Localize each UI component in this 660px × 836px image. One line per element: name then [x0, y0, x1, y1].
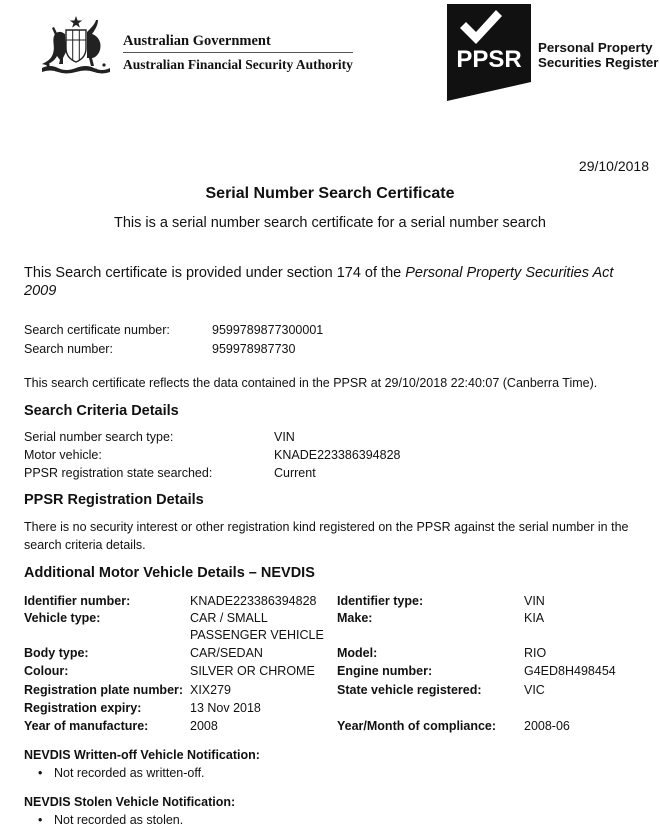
written-off-status: Not recorded as written-off. — [54, 766, 205, 780]
cert-number-value: 9599789877300001 — [212, 323, 324, 337]
nevdis-heading: Additional Motor Vehicle Details – NEVDIS — [24, 565, 315, 581]
identifier-number-value: KNADE223386394828 — [190, 594, 317, 608]
ppsr-badge-text: PPSR — [456, 46, 522, 73]
plate-label: Registration plate number: — [24, 683, 184, 697]
vehicle-type-value-line2: PASSENGER VEHICLE — [190, 628, 324, 642]
certificate-date: 29/10/2018 — [578, 158, 649, 174]
year-label: Year of manufacture: — [24, 719, 149, 733]
body-type-label: Body type: — [24, 646, 89, 660]
legal-basis-text: This Search certificate is provided under section 174 of the — [24, 265, 406, 281]
state-registered-label: State vehicle registered: — [337, 683, 482, 697]
search-type-value: VIN — [274, 430, 295, 444]
search-number-label: Search number: — [24, 342, 113, 356]
coat-of-arms-icon — [36, 14, 116, 76]
year-value: 2008 — [190, 719, 218, 733]
data-timestamp-note: This search certificate reflects the data contained in the PPSR at 29/10/2018 22:40:07 (Canberra Time). — [24, 376, 598, 390]
written-off-heading: NEVDIS Written-off Vehicle Notification: — [24, 748, 260, 762]
make-value: KIA — [524, 611, 545, 625]
engine-number-label: Engine number: — [337, 664, 433, 678]
model-label: Model: — [337, 646, 378, 660]
identifier-number-label: Identifier number: — [24, 594, 131, 608]
ppsr-logo — [447, 4, 531, 101]
make-label: Make: — [337, 611, 373, 625]
registration-text: There is no security interest or other registration kind registered on the PPSR against the serial number in the search criteria details. — [24, 520, 629, 552]
agency-name — [123, 33, 353, 73]
ppsr-name-line2: Securities Register — [538, 55, 659, 70]
stolen-heading: NEVDIS Stolen Vehicle Notification: — [24, 795, 236, 809]
colour-value: SILVER OR CHROME — [190, 664, 315, 678]
compliance-value: 2008-06 — [524, 719, 570, 733]
motor-vehicle-label: Motor vehicle: — [24, 448, 102, 462]
list-item — [38, 766, 205, 780]
state-registered-value: VIC — [524, 683, 545, 697]
list-item — [38, 813, 183, 827]
ppsr-name — [538, 40, 658, 70]
gov-line1: Australian Government — [123, 33, 271, 49]
vehicle-type-value-line1: CAR / SMALL — [190, 611, 268, 625]
plate-value: XIX279 — [190, 683, 232, 697]
legal-basis — [24, 264, 649, 300]
identifier-type-value: VIN — [524, 594, 545, 608]
colour-label: Colour: — [24, 664, 69, 678]
motor-vehicle-value: KNADE223386394828 — [274, 448, 401, 462]
registration-heading: PPSR Registration Details — [24, 492, 204, 508]
compliance-label: Year/Month of compliance: — [337, 719, 497, 733]
page-subtitle: This is a serial number search certificate for a serial number search — [114, 215, 546, 231]
state-searched-label: PPSR registration state searched: — [24, 466, 213, 480]
divider — [123, 52, 353, 53]
ppsr-name-line1: Personal Property — [538, 40, 653, 55]
certificate-numbers — [24, 321, 344, 357]
body-type-value: CAR/SEDAN — [190, 646, 263, 660]
act-name: Personal Property Securities Act 2009 — [24, 265, 614, 299]
vehicle-type-label: Vehicle type: — [24, 611, 101, 625]
gov-line2: Australian Financial Security Authority — [123, 57, 353, 72]
bullet-icon: • — [38, 813, 43, 827]
search-criteria-heading: Search Criteria Details — [24, 403, 179, 419]
page-title: Serial Number Search Certificate — [205, 185, 455, 202]
cert-number-label: Search certificate number: — [24, 323, 170, 337]
bullet-icon: • — [38, 766, 43, 780]
search-number-value: 959978987730 — [212, 342, 296, 356]
search-criteria-details — [24, 428, 644, 482]
model-value: RIO — [524, 646, 547, 660]
engine-number-value: G4ED8H498454 — [524, 664, 616, 678]
expiry-label: Registration expiry: — [24, 701, 142, 715]
stolen-status: Not recorded as stolen. — [54, 813, 184, 827]
expiry-value: 13 Nov 2018 — [190, 701, 261, 715]
state-searched-value: Current — [274, 466, 316, 480]
identifier-type-label: Identifier type: — [337, 594, 424, 608]
search-type-label: Serial number search type: — [24, 430, 174, 444]
